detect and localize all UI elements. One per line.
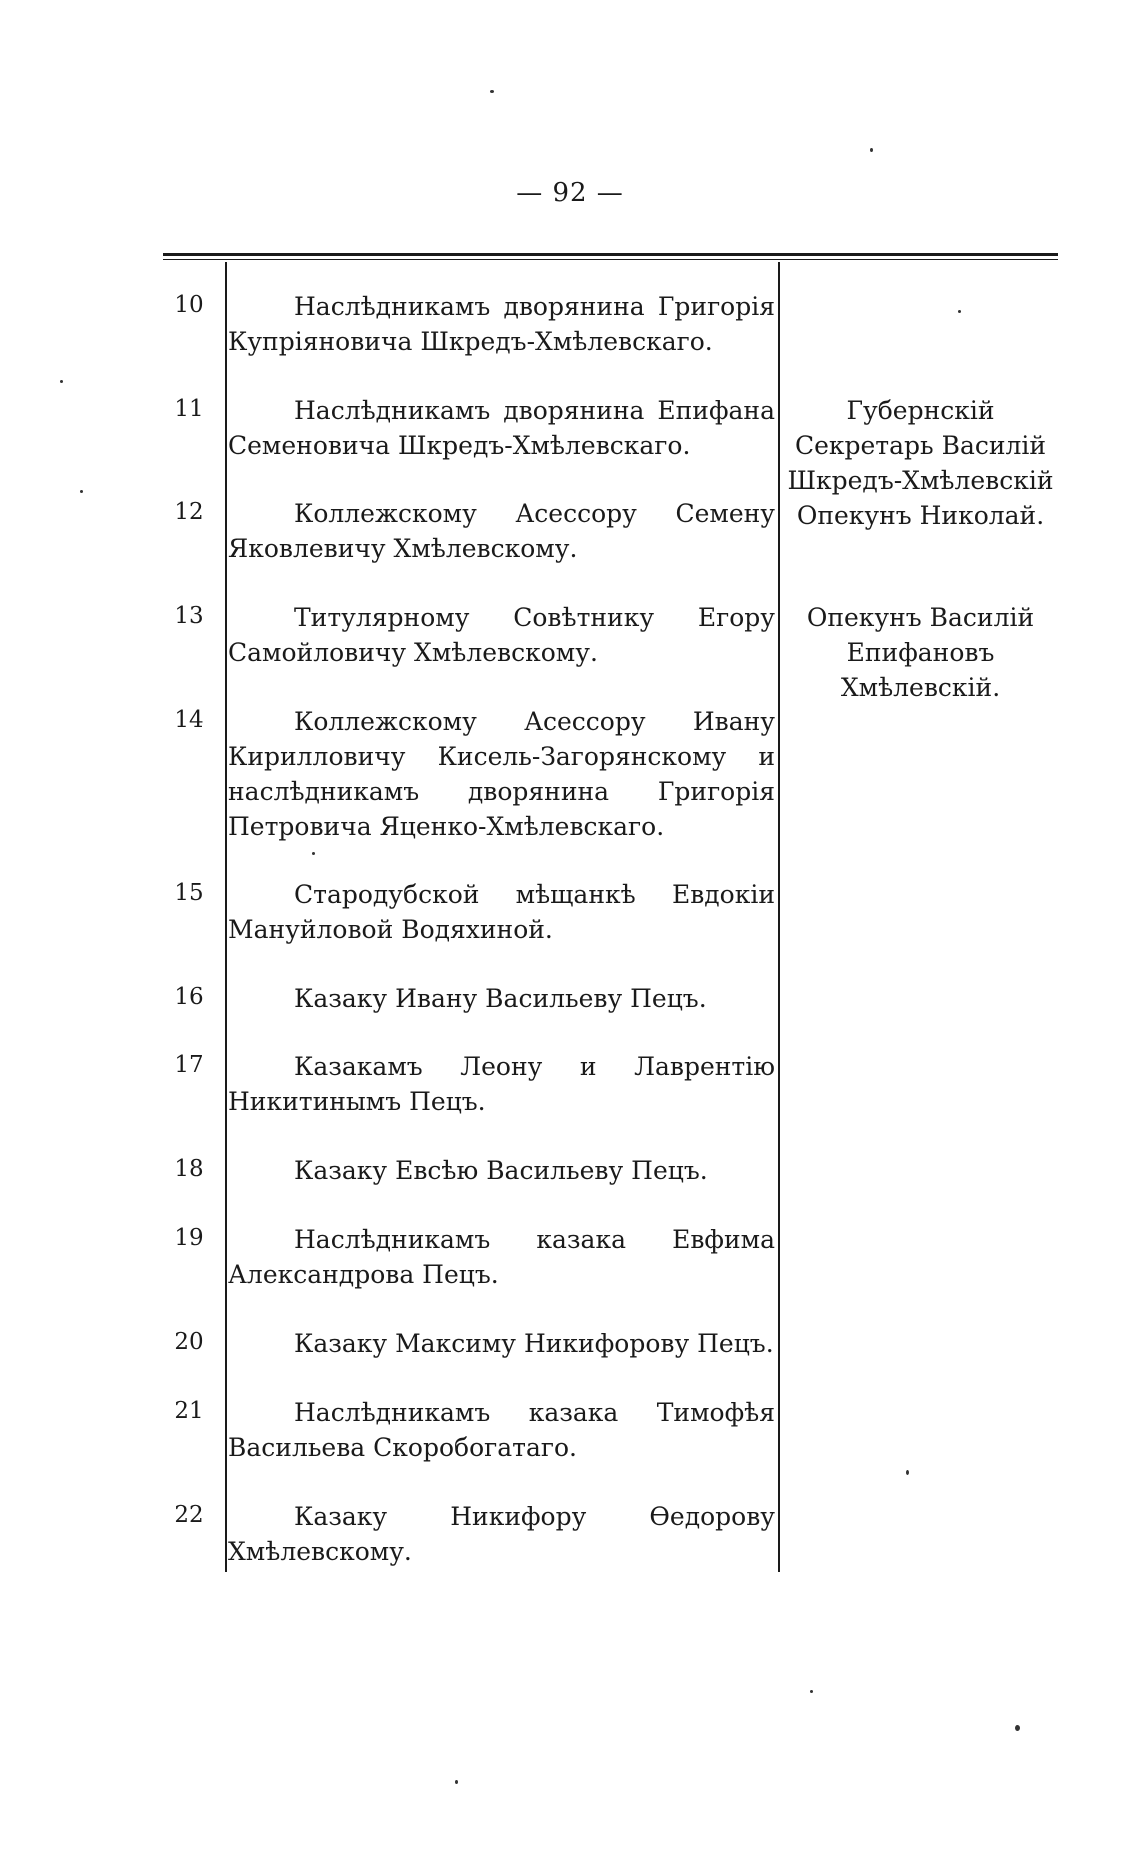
entry-number: 22 (174, 1502, 204, 1528)
entry-number: 18 (174, 1156, 204, 1182)
entry-text: Наслѣдникамъ дворянина Григорія Купріяновича Шкредъ-Хмѣлевскаго. (228, 292, 775, 356)
entry-text: Коллежскому Асессору Семену Яковлевичу Хмѣлевскому. (228, 499, 775, 563)
entry-text: Казаку Евсѣю Васильеву Пецъ. (294, 1156, 708, 1185)
scan-speck (870, 148, 873, 152)
header-rule-thin (163, 259, 1058, 260)
entry-text: Наслѣдникамъ дворянина Епифана Семеновича Шкредъ-Хмѣлевскаго. (228, 396, 775, 460)
entry-number: 20 (174, 1329, 204, 1355)
header-rule-thick (163, 253, 1058, 256)
column-divider-right (778, 262, 780, 1572)
scan-speck (80, 490, 83, 493)
entry-number: 12 (174, 499, 204, 525)
scan-speck (906, 1470, 909, 1475)
entry-number: 16 (174, 984, 204, 1010)
entry-text: Наслѣдникамъ казака Тимофѣя Васильева Скоробогатаго. (228, 1398, 775, 1462)
scan-speck (60, 380, 63, 383)
guardian-note: Опекунъ Николай. (796, 501, 1045, 530)
entry-text: Наслѣдникамъ казака Евфима Александрова Пецъ. (228, 1225, 775, 1289)
entry-text: Стародубской мѣщанкѣ Евдокіи Мануйловой Водяхиной. (228, 880, 775, 944)
scan-speck (312, 852, 315, 855)
entry-number: 15 (174, 880, 204, 906)
entry-text: Коллежскому Асессору Ивану Кирилловичу Кисель-Загорянскому и наслѣдникамъ дворянина Григорія Петровича Яценко-Хмѣлевскаго. (228, 707, 775, 841)
entry-text: Казаку Ивану Васильеву Пецъ. (294, 984, 707, 1013)
entry-number: 13 (174, 603, 204, 629)
entry-text: Казаку Никифору Ѳедорову Хмѣлевскому. (228, 1502, 775, 1566)
scan-speck (490, 90, 494, 93)
column-divider-left (225, 262, 227, 1572)
entry-number: 11 (174, 396, 204, 422)
guardian-note: Опекунъ Василій Епифановъ Хмѣлевскій. (806, 603, 1035, 702)
entry-number: 10 (174, 292, 204, 318)
scan-speck (958, 310, 961, 313)
entry-text: Титулярному Совѣтнику Егору Самойловичу Хмѣлевскому. (228, 603, 775, 667)
guardian-note: Губернскій Секретарь Василій Шкредъ-Хмѣлевскій (787, 396, 1054, 495)
scan-speck (810, 1690, 813, 1693)
entry-number: 17 (174, 1052, 204, 1078)
entry-text: Казаку Максиму Никифорову Пецъ. (294, 1329, 774, 1358)
entry-number: 19 (174, 1225, 204, 1251)
scan-speck (455, 1780, 458, 1784)
scan-speck (1015, 1725, 1020, 1731)
entry-text: Казакамъ Леону и Лаврентію Никитинымъ Пецъ. (228, 1052, 775, 1116)
entry-number: 21 (174, 1398, 204, 1424)
page-number: — 92 — (516, 178, 624, 208)
entry-number: 14 (174, 707, 204, 733)
